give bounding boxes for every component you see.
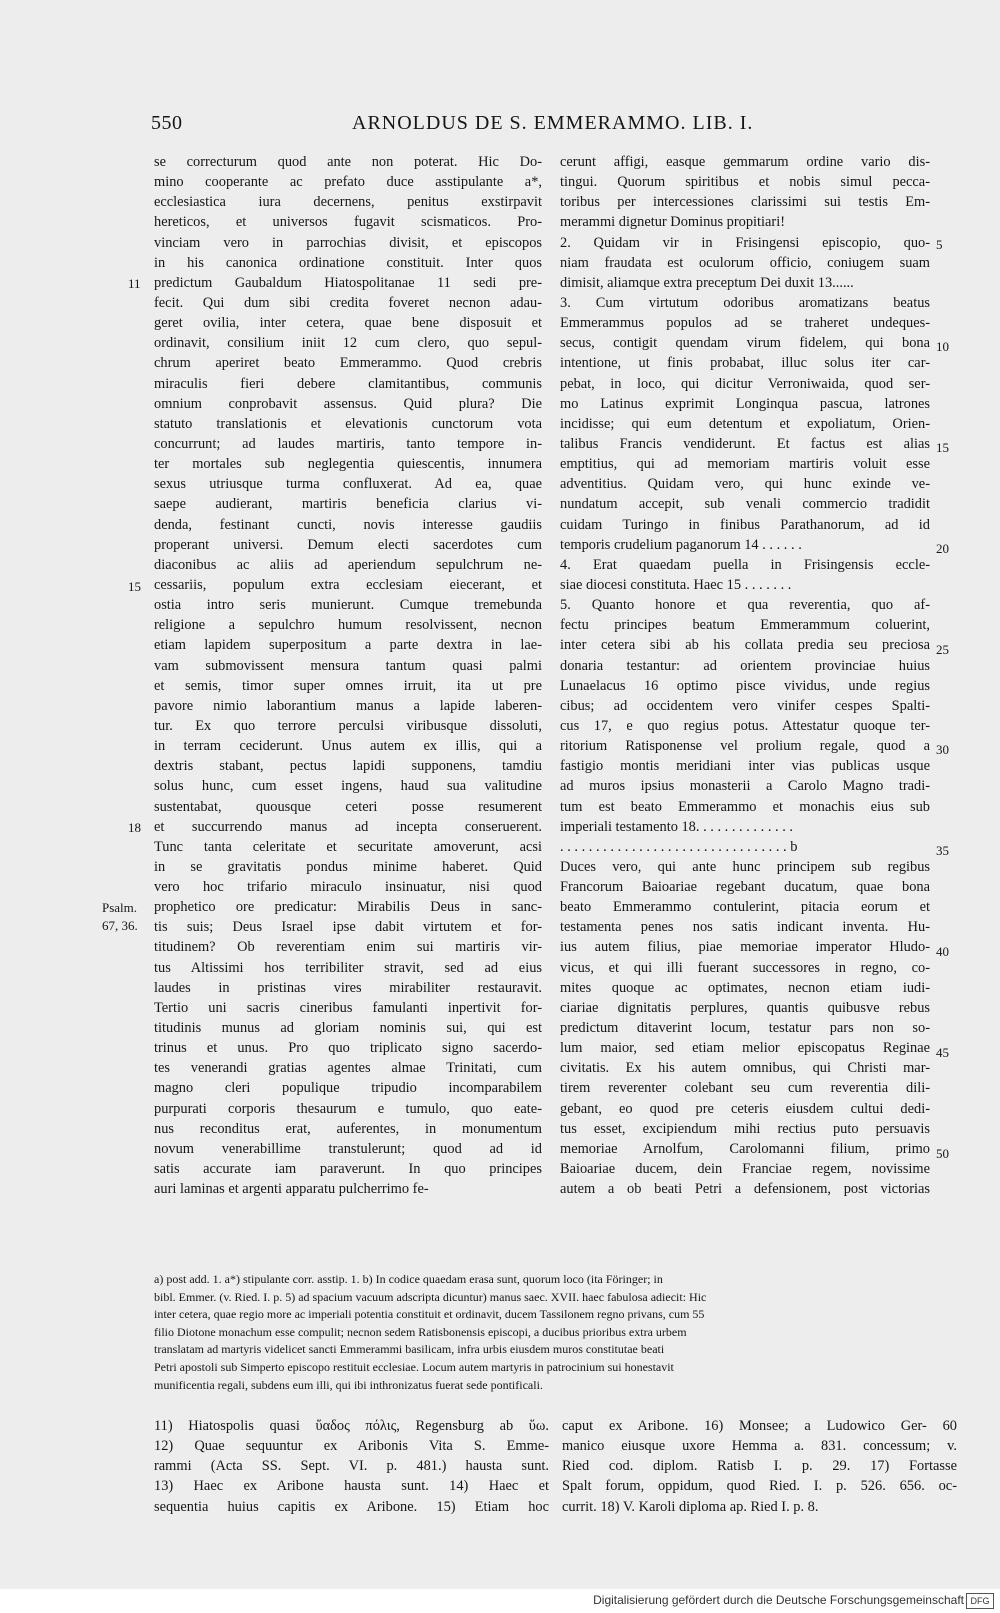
text-line: tus esset, excipiendum mihi rectius puto persuavis: [560, 1120, 930, 1137]
text-line: beato Emmerammo contulerint, pitacia eorum et: [560, 899, 930, 916]
text-line: etiam lapidem superpositum a parte dextra in lae-: [154, 637, 542, 654]
text-line: autem a ob beati Petri a defensionem, post victorias: [560, 1181, 930, 1198]
line-number: 10: [936, 339, 949, 354]
text-line: et succurrendo manus ad incepta conseruerent.: [154, 818, 542, 835]
text-line: vam submovissent mensura tantum quasi palmi: [154, 657, 542, 674]
text-line: tur. Ex quo terrore perculsi viribusque dissoluti,: [154, 717, 542, 734]
text-line: Lunaelacus 16 optimo pisce vividus, unde regius: [560, 677, 930, 694]
text-line: predictum ditaverint locum, testatur pars non so-: [560, 1020, 930, 1037]
text-line: intentione, ut finis probabat, illuc solus iter car-: [560, 355, 930, 372]
text-line: sexus utriusque turma confluxerat. Ad ea, quae: [154, 476, 542, 493]
psalm-label: Psalm.: [102, 900, 138, 915]
text-line: vero hoc trifario miraculo insinuatur, nisi quod: [154, 879, 542, 896]
note-line: caput ex Aribone. 16) Monsee; a Ludowico Ger- 60: [562, 1418, 957, 1434]
text-line: in terram ceciderunt. Unus autem ex illis, qui a: [154, 738, 542, 755]
text-line: ecclesiastica iura decernens, penitus exstirpavit: [154, 194, 542, 211]
text-line: temporis crudelium paganorum 14 . . . . . .: [560, 536, 802, 553]
text-line: Francorum Baioariae regebant ducatum, quae bona: [560, 879, 930, 896]
text-line: fecit. Qui dum sibi credita foveret necnon adau-: [154, 294, 542, 311]
line-number: 35: [936, 843, 949, 858]
text-line: predictum Gaubaldum Hiatospolitanae 11 sedi pre-: [154, 274, 542, 291]
text-line: pavore nimio laborantium manus a lapide laberen-: [154, 697, 542, 714]
notes-right-column: [562, 1416, 957, 1517]
text-line: in se gravitatis pondus minime haberet. Quid: [154, 858, 542, 875]
text-line: gebant, eo quod pre ceteris eiusdem cultui dedi-: [560, 1100, 930, 1117]
note-line: rammi (Acta SS. Sept. VI. p. 481.) hausta sunt.: [154, 1458, 549, 1475]
text-line: et semis, timor super omnes irruit, ita ut pre: [154, 677, 542, 694]
text-line: nus reconditus erat, auferentes, in monumentum: [154, 1120, 542, 1137]
text-line: dimisit, aliamque extra preceptum Dei duxit 13......: [560, 274, 854, 291]
dfg-logo: DFG: [966, 1593, 994, 1609]
right-column: [560, 152, 930, 1199]
text-line: testamenta penes nos satis indicant inventa. Hu-: [560, 919, 930, 936]
text-line: lum maior, sed etiam melior episcopatus Reginae: [560, 1040, 930, 1057]
page-header: [0, 112, 1000, 142]
note-line: currit. 18) V. Karoli diploma ap. Ried I. p. 8.: [562, 1498, 819, 1515]
text-line: ostia intro seris munierunt. Cumque tremebunda: [154, 597, 542, 614]
funding-credit: Digitalisierung gefördert durch die Deutsche Forschungsgemeinschaft: [593, 1593, 964, 1607]
line-number: 30: [936, 742, 949, 757]
margin-number: 18: [128, 820, 141, 835]
text-line: merammi dignetur Dominus propitiari!: [560, 214, 786, 231]
text-line: Tunc tanta celeritate et securitate amoverunt, acsi: [154, 838, 542, 855]
text-line: miraculis fieri debere clamitantibus, communis: [154, 375, 542, 392]
text-line: religione a sepulchro humum resolvissent, necnon: [154, 617, 542, 634]
text-line: secus, contigit quendam virum fidelem, qui bona: [560, 335, 930, 352]
note-line: 12) Quae sequuntur ex Aribonis Vita S. Emme-: [154, 1438, 549, 1455]
text-line: ordinavit, consilium iniit 12 cum clero, quo sepul-: [154, 335, 542, 352]
text-line: titudinis munus ad gloriam nominis sui, qui est: [154, 1020, 542, 1037]
critical-apparatus: [154, 1271, 934, 1394]
text-line: incidisse; qui eum detentum et expoliatum, Orien-: [560, 415, 930, 432]
page-number: 550: [151, 112, 183, 134]
margin-number: 11: [128, 276, 141, 291]
text-line: ritorium Ratisponense vel prolium regale, quod a: [560, 738, 930, 755]
footnote-line: munificentia regali, subdens eum illi, qui ibi inthronizatus fuerat sede pontificali.: [154, 1377, 543, 1392]
footnote-line: a) post add. 1. a*) stipulante corr. asstip. 1. b) In codice quaedam erasa sunt, quorum loco (ita Föringer; in: [154, 1272, 663, 1286]
line-number: 5: [936, 237, 943, 252]
text-line: 4. Erat quaedam puella in Frisingensis eccle-: [560, 556, 930, 573]
text-line: properant universi. Demum electi sacerdotes cum: [154, 536, 542, 553]
text-line: memoriae Arnolfum, Carolomanni filium, primo: [560, 1140, 930, 1157]
text-line: adventitius. Quidam vero, qui hunc exinde ve-: [560, 476, 930, 493]
text-line: cerunt affigi, easque gemmarum ordine vario dis-: [560, 154, 930, 170]
text-line: Baioariae ducem, dein Franciae regem, novissime: [560, 1161, 930, 1178]
text-line: Emmerammus populos ad se traheret undeques-: [560, 315, 930, 332]
text-line: pebat, in loco, qui dicitur Verroniwaida, quod ser-: [560, 375, 930, 392]
text-line: ter mortales sub neglegentia quiescentis, innumera: [154, 456, 542, 473]
margin-number: 15: [128, 579, 141, 594]
text-line: trinus et unus. Pro quo triplicato signo sacerdo-: [154, 1040, 542, 1057]
text-line: purpurati corporis thesaurum e tumulo, quo eate-: [154, 1100, 542, 1117]
text-line: sustentabat, quousque ceteri posse resumerent: [154, 798, 542, 815]
text-line: omnium conprobavit assensus. Quid plura? Die: [154, 395, 542, 412]
line-number: 20: [936, 541, 949, 556]
text-line: nundatum accepit, sub venali commercio tradidit: [560, 496, 930, 513]
text-line: inter cetera sibi ab his collata predia seu preciosa: [560, 637, 930, 654]
text-line: tum est beato Emmerammo et monachis eius sub: [560, 798, 930, 815]
text-line: civitatis. Ex his autem omnibus, qui Christi mar-: [560, 1060, 930, 1077]
text-line: solus hunc, cum esset ingens, haud sua valitudine: [154, 778, 542, 795]
text-line: 3. Cum virtutum odoribus aromatizans beatus: [560, 294, 930, 311]
text-line: saepe audierant, martiris beneficia clarius vi-: [154, 496, 542, 513]
text-line: Duces vero, qui ante hunc principem sub regibus: [560, 858, 930, 875]
text-line: statuto translationis et elevationis cunctorum vota: [154, 415, 542, 432]
text-line: fastigio montis meridiani inter vias publicas usque: [560, 758, 930, 775]
text-line: in his canonica ordinatione constituit. Inter quos: [154, 254, 542, 271]
text-line: laudes in pristinas vires mirabiliter restauravit.: [154, 979, 542, 996]
text-line: donaria testantur: ad orientem provinciae huius: [560, 657, 930, 674]
text-line: vinciam vero in parrochias divisit, et episcopos: [154, 234, 542, 251]
page-footer: [0, 1589, 1000, 1613]
text-line: Tertio uni sacris cineribus famulanti inpertivit for-: [154, 999, 542, 1016]
running-title: ARNOLDUS DE S. EMMERAMMO. LIB. I.: [352, 112, 754, 134]
text-line: cus 17, e quo regius potus. Attestatur quoque ter-: [560, 717, 930, 734]
text-line: novum venerabillime transtulerunt; quod ad id: [154, 1140, 542, 1157]
footnote-line: bibl. Emmer. (v. Ried. I. p. 5) ad spacium vacuum adscripta dicuntur) manus saec. XVII. haec fabulosa adiecit: Hic: [154, 1289, 707, 1304]
text-line: auri laminas et argenti apparatu pulcherrimo fe-: [154, 1181, 429, 1198]
text-line: geret ovilia, inter cetera, quae bene disposuit et: [154, 315, 542, 332]
text-line: dextris stabant, pectus lapidi supponens, tamdiu: [154, 758, 542, 775]
text-line: tus Altissimi hos terribiliter stravit, sed ad eius: [154, 959, 542, 976]
text-line: chrum aperiret beato Emmerammo. Quod crebris: [154, 355, 542, 372]
note-line: 11) Hiatospolis quasi ὕαδος πόλις, Regensburg ab ὕω.: [154, 1418, 549, 1434]
text-line: 2. Quidam vir in Frisingensi episcopio, quo-: [560, 234, 930, 251]
footnote-line: Petri apostoli sub Simperto episcopo restituit ecclesiae. Locum autem martyris in patrocinium sui honestavit: [154, 1359, 674, 1374]
text-line: hereticos, et universos fugavit scismaticos. Pro-: [154, 214, 542, 231]
text-line: tingui. Quorum spiritibus et nobis simul pecca-: [560, 174, 930, 191]
text-line: mino cooperante ac prefato duce asstipulante a*,: [154, 174, 542, 191]
text-line: ad muros ipsius monasterii a Carolo Magno tradi-: [560, 778, 930, 795]
note-line: sequentia huius capitis ex Aribone. 15) Etiam hoc: [154, 1498, 549, 1515]
note-line: Ried cod. diplom. Ratisb I. p. 29. 17) Fortasse: [562, 1458, 957, 1475]
line-number: 45: [936, 1045, 949, 1060]
text-line: mo Latinus exprimit Longinqua pascua, latrones: [560, 395, 930, 412]
footnote-line: inter cetera, quae regio more ac imperiali potentia constituit et ordinavit, ducem Tassilonem regno privans, cum 55: [154, 1307, 705, 1322]
left-column: [154, 152, 542, 1199]
text-line: titudinem? Ob reverentiam enim sui martiris vir-: [154, 939, 542, 956]
text-line: se correcturum quod ante non poterat. Hic Do-: [154, 154, 542, 170]
text-line: talibus Francis vendiderunt. Et factus est alias: [560, 435, 930, 452]
text-line: prophetico ore predicatur: Mirabilis Deus in sanc-: [154, 899, 542, 916]
text-line: magno cleri populique tripudio incomparabilem: [154, 1080, 542, 1097]
text-line: satis accurate iam paraverunt. In quo principes: [154, 1161, 542, 1178]
text-line: . . . . . . . . . . . . . . . . . . . . . . . . . . . . . . . . b: [560, 838, 798, 855]
text-line: niam fraudata est oculorum officio, coniugem suam: [560, 254, 930, 271]
note-line: manico eiusque uxore Hemma a. 831. concessum; v.: [562, 1438, 957, 1455]
text-line: ius autem filius, piae memoriae imperator Hludo-: [560, 939, 930, 956]
text-line: imperiali testamento 18. . . . . . . . . . . . . .: [560, 818, 794, 835]
text-line: mites quoque ac optimates, necnon etiam iudi-: [560, 979, 930, 996]
text-line: diaconibus ac aliis ad aperiendum sepulchrum ne-: [154, 556, 542, 573]
text-line: fectu principes beatum Emmerammum coluerint,: [560, 617, 930, 634]
text-line: cibus; ad occidentem vero vinifer cespes Spalti-: [560, 697, 930, 714]
line-number: 40: [936, 944, 949, 959]
line-number: 15: [936, 440, 949, 455]
text-line: tirem reverenter colebant seu cum reverentia dili-: [560, 1080, 930, 1097]
text-line: vicus, et qui illi fuerant successores in regno, co-: [560, 959, 930, 976]
footnote-line: filio Diotone monachum esse compulit; necnon sedem Ratisbonensis episcopi, a ducibus prioribus extra urbem: [154, 1324, 687, 1339]
text-line: emptitius, qui ad memoriam martiris voluit esse: [560, 456, 930, 473]
footnote-line: translatam ad martyris videlicet sancti Emmerammi basilicam, infra urbis eiusdem muros constitutae beati: [154, 1342, 665, 1357]
note-line: 13) Haec ex Aribone hausta sunt. 14) Haec et: [154, 1478, 549, 1495]
text-line: denda, festinant cuncti, novis interesse gaudiis: [154, 516, 542, 533]
text-line: siae diocesi constituta. Haec 15 . . . . . . .: [560, 576, 792, 593]
text-line: tes venerandi gratias agentes almae Trinitati, cum: [154, 1060, 542, 1077]
text-line: toribus per intercessiones clarissimi sui testis Em-: [560, 194, 930, 211]
text-line: ciariae dignitatis perplures, quantis quibusve rebus: [560, 999, 930, 1016]
psalm-verse: 67, 36.: [102, 918, 138, 933]
line-number: 25: [936, 642, 949, 657]
psalm-reference: [102, 899, 138, 935]
text-line: 5. Quanto honore et qua reverentia, quo af-: [560, 597, 930, 614]
text-line: tis suis; Deus Israel ipse dabit virtutem et for-: [154, 919, 542, 936]
line-number: 50: [936, 1146, 949, 1161]
text-line: cessariis, populum extra ecclesiam eiecerant, et: [154, 576, 542, 593]
text-line: concurrunt; ad laudes martiris, tanto tempore in-: [154, 435, 542, 452]
text-line: cuidam Turingo in finibus Parathanorum, ad id: [560, 516, 930, 533]
note-line: Spalt forum, oppidum, quod Ried. I. p. 526. 656. oc-: [562, 1478, 957, 1495]
notes-left-column: [154, 1416, 549, 1517]
